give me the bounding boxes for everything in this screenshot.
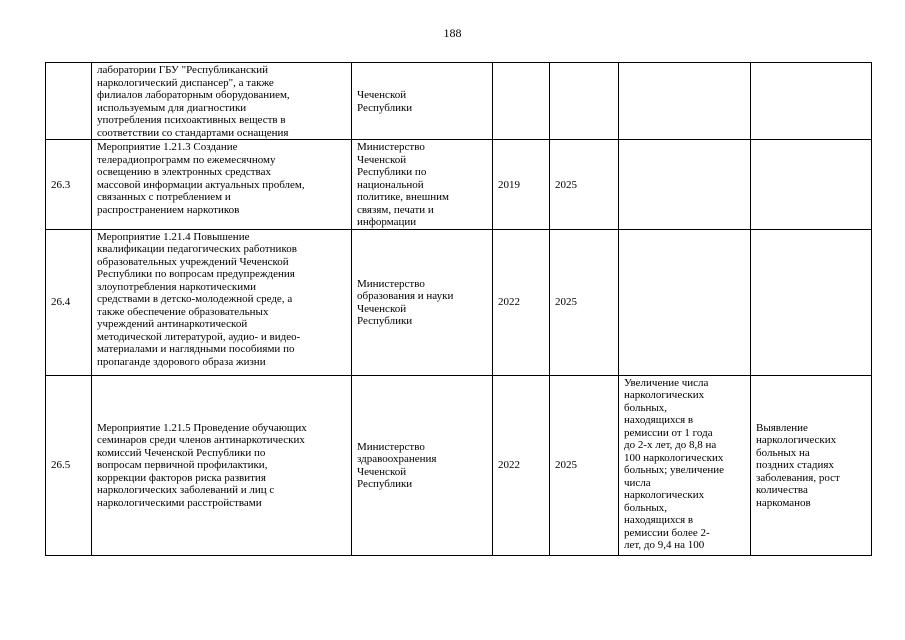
end-year: 2025 [550, 140, 619, 230]
executor-line: связям, печати и [357, 203, 434, 216]
executor-line: Республики [357, 478, 413, 490]
expected-consequence [751, 375, 872, 555]
measure-description-line: употребления психоактивных веществ в [97, 114, 286, 126]
measure-description-line: методической литературой, аудио- и видео- [97, 330, 301, 343]
executor-line: образования и науки [357, 290, 454, 302]
executor-line: Чеченской [357, 465, 407, 478]
target-indicator-line: Увеличение числа [624, 376, 709, 389]
measure-description-line: распространением наркотиков [97, 203, 240, 216]
expected-consequence-line: количества [756, 484, 808, 497]
executor-line: Чеченской [357, 89, 407, 101]
executor-line: информации [357, 216, 417, 228]
measures-table [45, 62, 872, 556]
expected-consequence-line: больных на [756, 446, 810, 459]
executor [352, 229, 493, 375]
expected-consequence [751, 229, 872, 375]
measure-description-line: Мероприятие 1.21.3 Создание [97, 141, 238, 153]
target-indicator-line: наркологических [624, 389, 705, 401]
measure-description [92, 63, 352, 140]
executor [352, 375, 493, 555]
target-indicator-line: больных, [624, 501, 667, 514]
executor-line: национальной [357, 178, 424, 191]
target-indicator-line: наркологических [624, 489, 705, 501]
target-indicator [619, 140, 751, 230]
expected-consequence-line: заболевания, рост [756, 471, 840, 484]
measure-description-line: семинаров среди членов антинаркотических [97, 434, 305, 447]
executor [352, 63, 493, 140]
end-year: 2025 [550, 375, 619, 555]
table-row [46, 229, 872, 375]
target-indicator-line: ремиссии более 2- [624, 526, 710, 539]
row-number [46, 63, 92, 140]
target-indicator [619, 63, 751, 140]
page-number: 188 [443, 26, 462, 40]
table-row [46, 140, 872, 230]
expected-consequence-line: Выявление [756, 421, 808, 434]
executor-line: Министерство [357, 440, 425, 453]
measure-description-line: квалификации педагогических работников [97, 243, 297, 255]
expected-consequence [751, 63, 872, 140]
target-indicator-line: находящихся в [624, 514, 694, 526]
start-year: 2022 [493, 229, 550, 375]
table-row [46, 63, 872, 140]
target-indicator-line: числа [624, 476, 651, 489]
executor-line: Республики [357, 101, 413, 114]
expected-consequence [751, 140, 872, 230]
target-indicator-line: ремиссии от 1 года [624, 426, 713, 439]
row-number: 26.3 [46, 140, 92, 230]
measure-description-line: связанных с потреблением и [97, 191, 231, 203]
target-indicator-line: лет, до 9,4 на 100 [624, 539, 705, 551]
expected-consequence-line: наркологических [756, 434, 837, 447]
measure-description-line: пропаганде здорового образа жизни [97, 355, 266, 368]
measure-description-line: наркологический диспансер", а также [97, 76, 274, 89]
row-number: 26.4 [46, 229, 92, 375]
measure-description-line: учреждений антинаркотической [97, 318, 248, 330]
executor-line: Республики [357, 315, 413, 327]
measure-description-line: средствами в детско-молодежной среде, а [97, 293, 293, 305]
target-indicator [619, 375, 751, 555]
executor-line: Министерство [357, 277, 425, 290]
measure-description-line: соответствии со стандартами оснащения [97, 126, 289, 139]
measure-description-line: лаборатории ГБУ "Республиканский [97, 64, 268, 76]
measure-description-line: материалами и наглядными пособиями по [97, 343, 295, 355]
target-indicator-line: 100 наркологических [624, 451, 724, 464]
measure-description-line: используемым для диагностики [97, 101, 247, 114]
measure-description [92, 229, 352, 375]
measure-description-line: Мероприятие 1.21.4 Повышение [97, 230, 250, 243]
target-indicator [619, 229, 751, 375]
measure-description-line: Мероприятие 1.21.5 Проведение обучающих [97, 421, 307, 434]
measure-description [92, 140, 352, 230]
measure-description [92, 375, 352, 555]
measure-description-line: образовательных учреждений Чеченской [97, 255, 289, 268]
measure-description-line: также обеспечение образовательных [97, 305, 269, 318]
end-year: 2025 [550, 229, 619, 375]
end-year [550, 63, 619, 140]
measure-description-line: наркологическими расстройствами [97, 496, 262, 509]
measure-description-line: освещению в электронных средствах [97, 166, 271, 178]
executor [352, 140, 493, 230]
target-indicator-line: находящихся в [624, 414, 694, 426]
start-year: 2022 [493, 375, 550, 555]
row-number: 26.5 [46, 375, 92, 555]
expected-consequence-line: наркоманов [756, 496, 811, 509]
executor-line: политике, внешним [357, 191, 449, 203]
executor-line: здравоохранения [357, 453, 437, 465]
executor-line: Министерство [357, 141, 425, 153]
expected-consequence-line: поздних стадиях [756, 459, 834, 472]
measure-description-line: комиссий Чеченской Республики по [97, 446, 266, 459]
target-indicator-line: до 2-х лет, до 8,8 на [624, 439, 717, 451]
measure-description-line: Республики по вопросам предупреждения [97, 268, 295, 280]
measure-description-line: коррекции факторов риска развития [97, 471, 266, 484]
start-year [493, 63, 550, 140]
measure-description-line: вопросам первичной профилактики, [97, 459, 268, 472]
executor-line: Республики по [357, 166, 427, 178]
measure-description-line: филиалов лабораторным оборудованием, [97, 89, 290, 101]
measure-description-line: злоупотребления наркотическими [97, 280, 257, 293]
measure-description-line: массовой информации актуальных проблем, [97, 178, 305, 191]
measure-description-line: телерадиопрограмм по ежемесячному [97, 153, 276, 166]
table-row [46, 375, 872, 555]
measure-description-line: наркологических заболеваний и лиц с [97, 484, 275, 497]
target-indicator-line: больных, [624, 401, 667, 414]
executor-line: Чеченской [357, 153, 407, 166]
start-year: 2019 [493, 140, 550, 230]
target-indicator-line: больных; увеличение [624, 464, 724, 476]
executor-line: Чеченской [357, 302, 407, 315]
